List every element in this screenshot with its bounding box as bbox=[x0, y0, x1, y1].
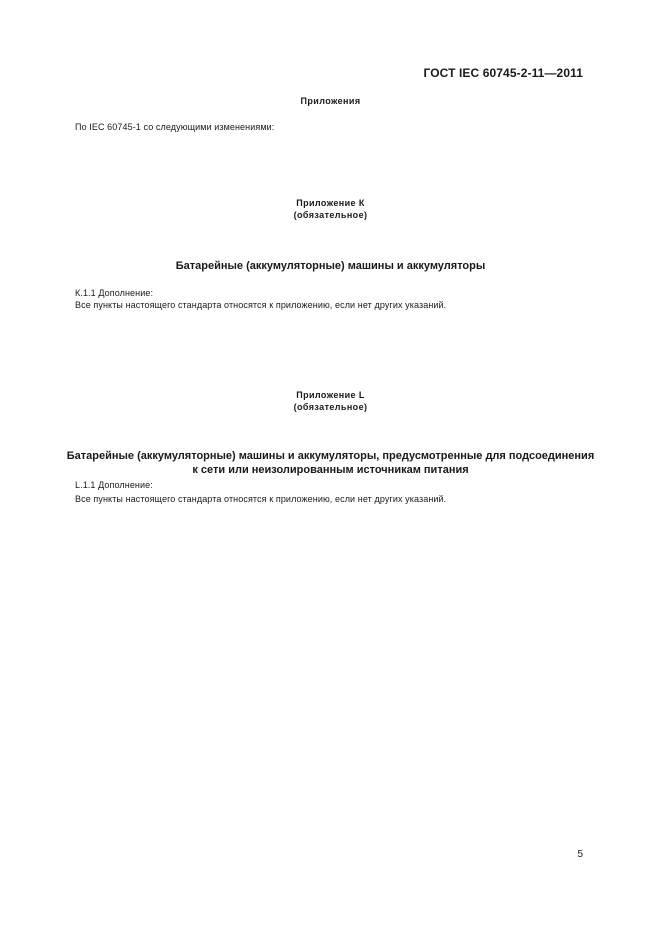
annex-k-clause: К.1.1 Дополнение: bbox=[75, 288, 154, 298]
standard-code-header: ГОСТ IEC 60745-2-11—2011 bbox=[423, 66, 583, 80]
section-heading: Приложения bbox=[300, 96, 361, 106]
annex-k-body: Все пункты настоящего стандарта относятся к приложению, если нет других указаний. bbox=[75, 300, 447, 310]
annex-l-label: Приложение L bbox=[296, 390, 365, 400]
annex-l-clause: L.1.1 Дополнение: bbox=[75, 480, 153, 490]
annex-l-title-line1: Батарейные (аккумуляторные) машины и аккумуляторы, предусмотренные для подсоединения bbox=[66, 450, 595, 462]
annex-k-title: Батарейные (аккумуляторные) машины и аккумуляторы bbox=[175, 260, 486, 272]
annex-l-title-line2: к сети или неизолированным источникам питания bbox=[192, 464, 469, 476]
intro-text: По IEC 60745-1 со следующими изменениями: bbox=[75, 122, 275, 132]
annex-l-body: Все пункты настоящего стандарта относятся к приложению, если нет других указаний. bbox=[75, 494, 447, 504]
page-number: 5 bbox=[577, 849, 583, 860]
annex-l-status: (обязательное) bbox=[293, 402, 368, 412]
annex-k-label: Приложение К bbox=[296, 198, 365, 208]
annex-k-status: (обязательное) bbox=[293, 210, 368, 220]
